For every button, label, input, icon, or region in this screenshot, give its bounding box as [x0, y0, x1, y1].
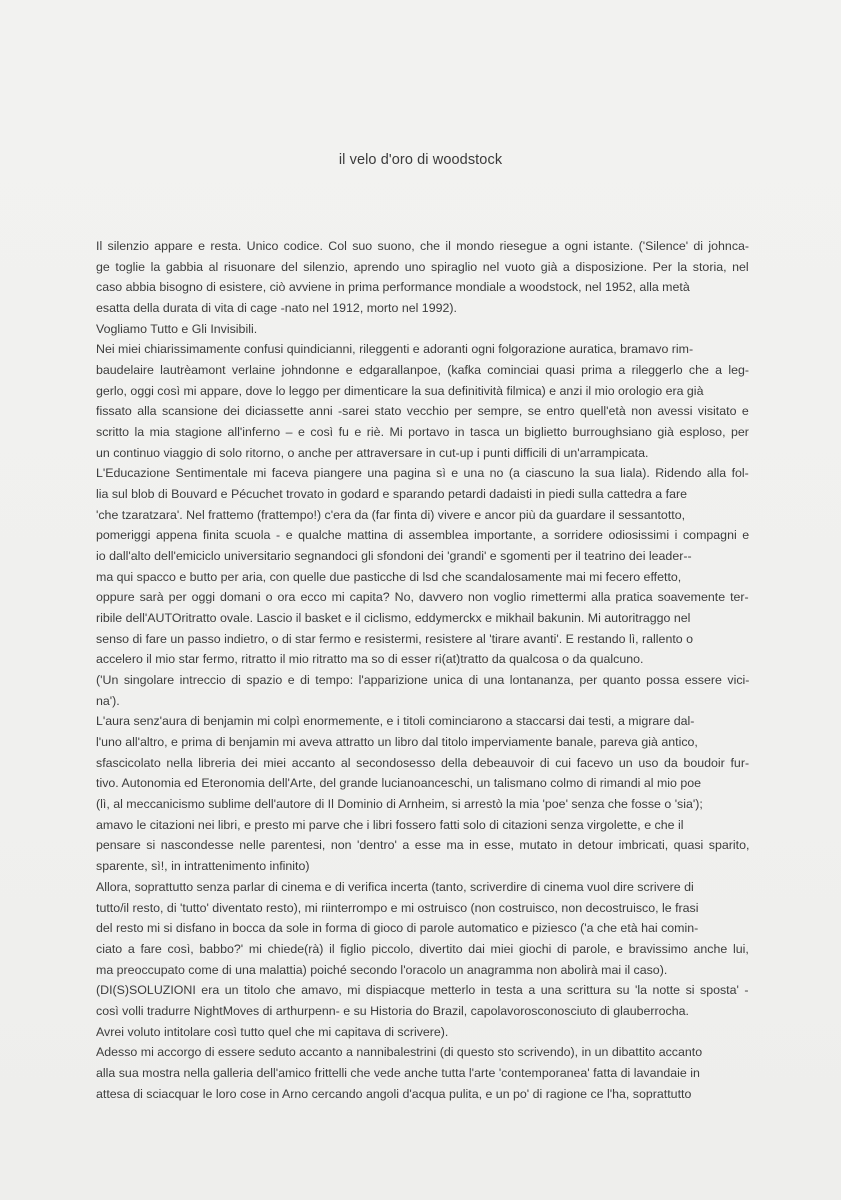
text-line: così volli tradurre NightMoves di arthurpenn- e su Historia do Brazil, capolavorosconosciuto di glauberrocha. — [96, 1003, 689, 1018]
text-line: amavo le citazioni nei libri, e presto mi parve che i libri fossero fatti solo di citazioni senza virgolette, e che il — [96, 817, 684, 832]
text-line: io dall'alto dell'emiciclo universitario segnandoci gli sfondoni dei 'grandi' e sgomenti per il teatrino dei leader-- — [96, 549, 692, 564]
text-line: del resto mi si disfano in bocca da sole in forma di gioco di parole automatico e piziesco ('a che età hai comin- — [96, 921, 699, 936]
text-line: ('Un singolare intreccio di spazio e di tempo: l'apparizione unica di una lontananza, per quanto possa essere vici- — [96, 673, 750, 688]
text-line: Il silenzio appare e resta. Unico codice. Col suo suono, che il mondo riesegue a ogni istante. ('Silence' di johnca- — [96, 239, 750, 253]
text-line: senso di fare un passo indietro, o di star fermo e resistermi, resistere al 'tirare avanti'. E restando lì, rallento o — [96, 631, 694, 646]
text-line: caso abbia bisogno di esistere, ciò avviene in prima performance mondiale a woodstock, nel 1952, alla metà — [96, 280, 690, 295]
text-line: sparente, sì!, in intrattenimento infinito) — [96, 859, 310, 874]
text-line: Vogliamo Tutto e Gli Invisibili. — [96, 321, 258, 336]
text-line: L'aura senz'aura di benjamin mi colpì enormemente, e i titoli cominciarono a staccarsi dai testi, a migrare dal- — [96, 714, 695, 729]
text-line: tutto/il resto, di 'tutto' diventato resto), mi riinterrompo e mi ostruisco (non costruisco, non decostruisco, le frasi — [96, 900, 699, 915]
text-line: accelero il mio star fermo, ritratto il mio ritratto ma so di esser ri(at)tratto da qualcosa o da qualcuno. — [96, 652, 644, 667]
text-line: esatta della durata di vita di cage -nato nel 1912, morto nel 1992). — [96, 301, 457, 316]
text-line: (DI(S)SOLUZIONI era un titolo che amavo, mi dispiacque metterlo in testa a una scrittura su 'la notte si sposta' - — [96, 983, 749, 998]
text-line: na'). — [96, 693, 120, 708]
text-line: un continuo viaggio di solo ritorno, o anche per attraversare in cut-up i punti difficili di un'arrampicata. — [96, 445, 649, 460]
text-line: fissato alla scansione dei diciassette anni -sarei stato vecchio per sempre, se entro quell'età non avessi visitato e — [96, 404, 749, 419]
text-line: baudelaire lautrèamont verlaine johndonne e edgarallanpoe, (kafka cominciai quasi prima a rileggerlo che a leg- — [96, 363, 750, 378]
text-line: (lì, al meccanicismo sublime dell'autore di Il Dominio di Arnheim, si arrestò la mia 'poe' senza che fosse o 'sia'); — [96, 797, 703, 812]
text-line: l'uno all'altro, e prima di benjamin mi aveva attratto un libro dal titolo imperviamente banale, pareva già antico, — [96, 735, 698, 750]
text-line: lia sul blob di Bouvard e Pécuchet trovato in godard e sparando petardi dadaisti in piedi sulla cattedra a fare — [96, 487, 687, 502]
text-line: attesa di sciacquar le loro cose in Arno cercando angoli d'acqua pulita, e un po' di ragione ce l'ha, soprattutto — [96, 1086, 692, 1101]
text-line: ciato a fare così, babbo?' mi chiede(rà) il figlio piccolo, divertito dai miei giochi di parole, e bravissimo anche lui, — [96, 941, 749, 956]
text-line: 'che tzaratzara'. Nel frattemo (frattempo!) c'era da (far finta di) vivere e ancor più da guardare il sessantotto, — [96, 507, 686, 522]
text-line: ge toglie la gabbia al risuonare del silenzio, aprendo uno spiraglio nel vuoto già a disposizione. Per la storia, nel — [96, 259, 749, 274]
text-line: ribile dell'AUTOritratto ovale. Lascio il basket e il ciclismo, eddymerckx e mikhail bakunin. Mi autoritraggo nel — [96, 611, 691, 626]
text-line: scritto la mia stagione all'inferno – e così fu e riè. Mi portavo in tasca un biglietto burroughsiano già esploso, per — [96, 425, 749, 440]
text-line: alla sua mostra nella galleria dell'amico frittelli che vede anche tutta l'arte 'contemporanea' fatta di lavandaie in — [96, 1065, 700, 1080]
text-line: oppure sarà per oggi domani o ora ecco mi capita? No, davvero non voglio rimettermi alla pratica soavemente ter- — [96, 590, 749, 605]
text-line: Adesso mi accorgo di essere seduto accanto a nannibalestrini (di questo sto scrivendo), in un dibattito accanto — [96, 1045, 703, 1060]
text-line: pensare si nascondesse nelle parentesi, non 'dentro' a esse ma in esse, mutato in detour imbricati, quasi sparito, — [96, 838, 750, 853]
text-line: tivo. Autonomia ed Eteronomia dell'Arte, del grande lucianoanceschi, un talismano colmo di rimandi al mio poe — [96, 776, 702, 791]
text-line: Allora, soprattutto senza parlar di cinema e di verifica incerta (tanto, scriverdire di cinema vuol dire scrivere di — [96, 879, 694, 894]
text-line: ma qui spacco e butto per aria, con quelle due pasticche di lsd che scandalosamente mai mi fecero effetto, — [96, 569, 682, 584]
text-line: Nei miei chiarissimamente confusi quindicianni, rileggenti e adoranti ogni folgorazione auratica, bramavo rim- — [96, 342, 694, 357]
page-title: il velo d'oro di woodstock — [338, 152, 503, 168]
text-line: gerlo, oggi così mi appare, dove lo leggo per dimenticare la sua definitività filmica) e anzi il mio orologio era già — [96, 383, 704, 398]
text-line: sfascicolato nella libreria dei miei accanto al secondosesso della debeauvoir di cui facevo un uso da boudoir fur- — [96, 755, 750, 770]
text-line: pomeriggi appena finita scuola - e qualche mattina di assemblea importante, a sorridere odiosissimi i compagni e — [96, 528, 750, 543]
text-line: L'Educazione Sentimentale mi faceva piangere una pagina sì e una no (a ciascuno la sua liala). Ridendo alla fol- — [96, 466, 749, 481]
body-text — [96, 236, 756, 1104]
text-line: ma preoccupato come di una malattia) poiché secondo l'oracolo un anagramma non abolirà mai il caso). — [96, 962, 668, 977]
text-line: Avrei voluto intitolare così tutto quel che mi capitava di scrivere). — [96, 1024, 449, 1039]
